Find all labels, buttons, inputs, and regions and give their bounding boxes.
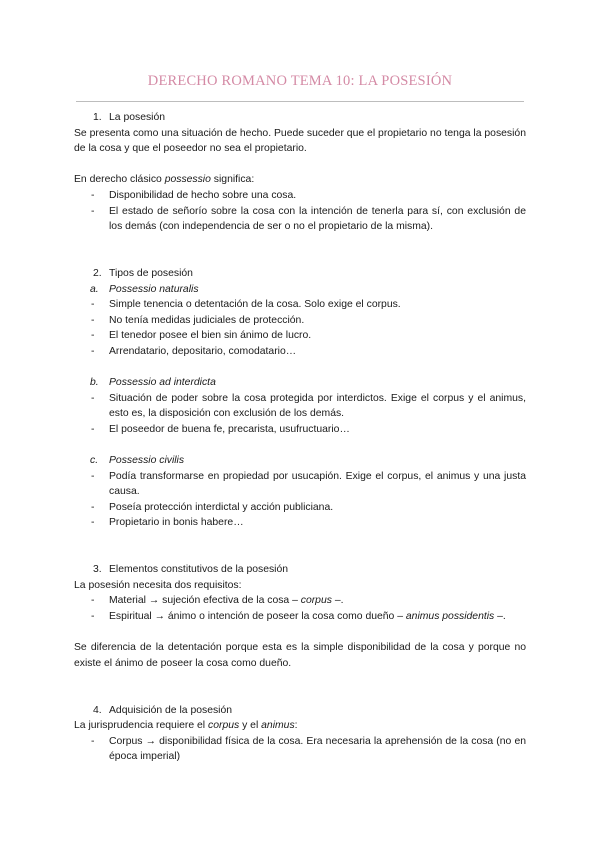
list-item: - Material → sujeción efectiva de la cosa – corpus –. [91, 595, 344, 607]
list-item: - No tenía medidas judiciales de protección. [91, 314, 305, 326]
paragraph: En derecho clásico possessio significa: [74, 174, 255, 186]
subsection-heading-b: b. Possessio ad interdicta [90, 377, 216, 389]
document-body [74, 110, 526, 765]
list-item: - Disponibilidad de hecho sobre una cosa. [91, 189, 297, 201]
section-heading-1: 1. La posesión [93, 112, 166, 123]
section-heading-3: 3. Elementos constitutivos de la posesión [93, 564, 289, 576]
page-title: DERECHO ROMANO TEMA 10: LA POSESIÓN [147, 73, 453, 89]
paragraph: Se presenta como una situación de hecho. Puede suceder que el propietario no tenga la posesión de la cosa y que el poseedor no sea el propietario. [74, 127, 526, 155]
list-item: - Simple tenencia o detentación de la cosa. Solo exige el corpus. [91, 299, 401, 311]
subsection-heading-c: c. Possessio civilis [90, 455, 185, 467]
list-item: - Poseía protección interdictal y acción publiciana. [91, 501, 334, 513]
section-heading-2: 2. Tipos de posesión [93, 267, 193, 279]
list-item: - Propietario in bonis habere… [91, 517, 244, 529]
list-item: - Situación de poder sobre la cosa protegida por interdictos. Exige el corpus y el animus, esto es, la disposición con exclusión de los demás. [91, 392, 526, 420]
list-item: - El tenedor posee el bien sin ánimo de lucro. [91, 330, 312, 342]
list-item: - Arrendatario, depositario, comodatario… [91, 345, 297, 357]
paragraph: La jurisprudencia requiere el corpus y el animus: [74, 720, 298, 732]
section-heading-4: 4. Adquisición de la posesión [93, 704, 233, 716]
list-item: - Corpus → disponibilidad física de la cosa. Era necesaria la aprehensión de la cosa (no en época imperial) [91, 735, 526, 763]
list-item: - El estado de señorío sobre la cosa con la intención de tenerla para sí, con exclusión de los demás (con independencia de ser o no el propietario de la misma). [91, 205, 526, 233]
paragraph: La posesión necesita dos requisitos: [74, 579, 242, 591]
list-item: - Podía transformarse en propiedad por usucapión. Exige el corpus, el animus y una justa causa. [91, 470, 526, 498]
title-divider [76, 101, 524, 102]
subsection-heading-a: a. Possessio naturalis [90, 283, 199, 295]
list-item: - El poseedor de buena fe, precarista, usufructuario… [91, 423, 350, 435]
list-item: - Espiritual → ánimo o intención de poseer la cosa como dueño – animus possidentis –. [91, 611, 506, 622]
paragraph: Se diferencia de la detentación porque esta es la simple disponibilidad de la cosa y porque no existe el ánimo de poseer la cosa como dueño. [74, 642, 526, 669]
